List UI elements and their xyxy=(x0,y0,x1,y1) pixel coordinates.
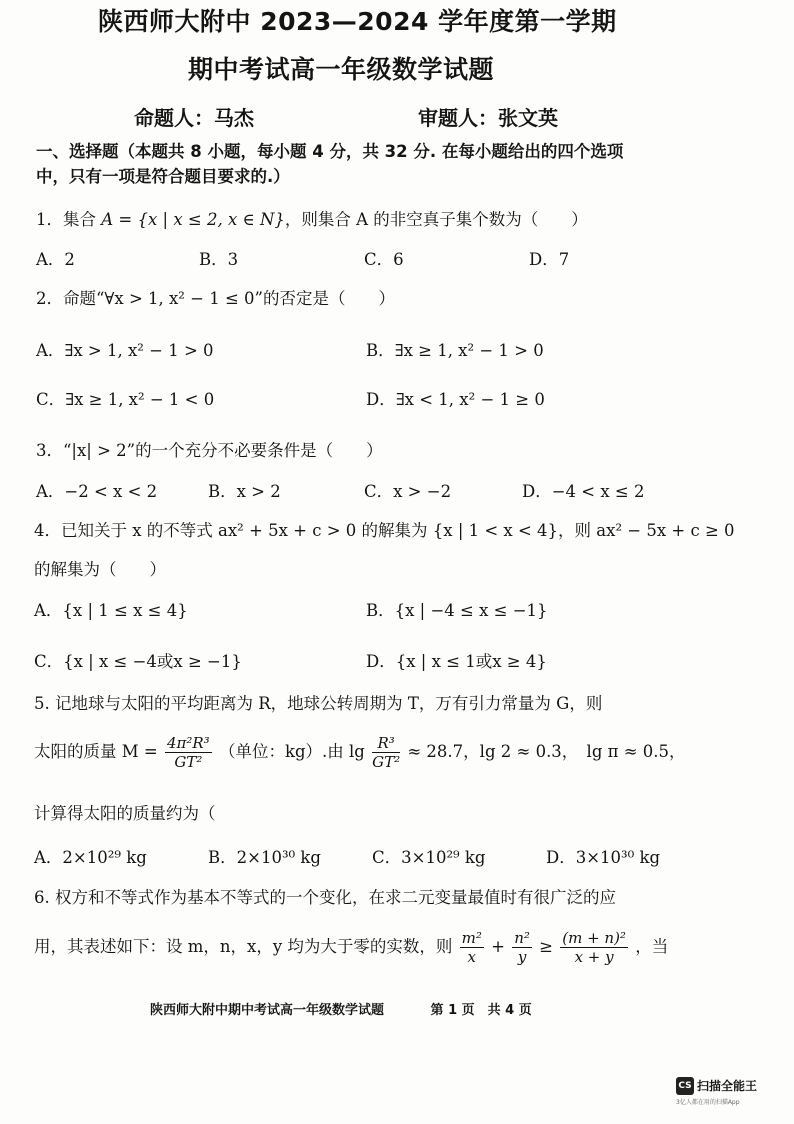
q6-fraction-sum: $\frac{\text{(m + n)²}}{x + y}$ xyxy=(562,929,626,966)
q6-fraction-m: $\frac{\text{m²}}{x}$ xyxy=(461,929,482,966)
q5-unit-text: （单位：kg）.由 lg xyxy=(218,742,365,761)
q6-line2 xyxy=(34,929,668,966)
q1-option-d[interactable]: D．7 xyxy=(529,250,570,269)
exam-title-line1: 陕西师大附中 2023—2024 学年度第一学期 xyxy=(98,7,617,36)
q5-log-fraction: $\frac{\text{R³}}{\text{GT²}}$ xyxy=(372,734,401,771)
q5-line3: 计算得太阳的质量约为（ xyxy=(34,804,216,823)
q5-option-d[interactable]: D．3×10³⁰ kg xyxy=(546,848,661,867)
footer-page-number: 第 1 页 共 4 页 xyxy=(430,1003,532,1018)
page-footer xyxy=(150,999,532,1018)
section1-line2: 中，只有一项是符合题目要求的.） xyxy=(36,167,290,186)
q5-line1: 5. 记地球与太阳的平均距离为 R，地球公转周期为 T，万有引力常量为 G，则 xyxy=(34,694,603,713)
q3-option-a[interactable]: A．−2 < x < 2 xyxy=(36,482,158,501)
q5-mass-formula: $\frac{\text{4π²R³}}{\text{GT²}}$ xyxy=(166,734,210,771)
q1-suffix: ，则集合 A 的非空真子集个数为（ ） xyxy=(284,210,588,229)
camscanner-name: 扫描全能王 xyxy=(697,1079,758,1093)
q3-option-b[interactable]: B．x > 2 xyxy=(208,482,281,501)
section1-line1: 一、选择题（本题共 8 小题，每小题 4 分，共 32 分. 在每小题给出的四个选项 xyxy=(36,142,624,161)
q6-line2-text: 用，其表述如下：设 m，n，x，y 均为大于零的实数，则 xyxy=(34,937,453,956)
q1-option-a[interactable]: A．2 xyxy=(36,250,75,269)
q4-line1: 4．已知关于 x 的不等式 ax² + 5x + c > 0 的解集为 {x | 1 < x < 4}，则 ax² − 5x + c ≥ 0 xyxy=(34,521,735,540)
q6-fraction-n: $\frac{\text{n²}}{y}$ xyxy=(514,929,530,966)
q6-line1: 6. 权方和不等式作为基本不等式的一个变化，在求二元变量最值时有很广泛的应 xyxy=(34,888,616,907)
q1-stem xyxy=(36,206,588,230)
q2-option-a[interactable]: A．∃x > 1, x² − 1 > 0 xyxy=(36,341,214,360)
camscanner-watermark xyxy=(676,1075,757,1106)
q5-option-c[interactable]: C．3×10²⁹ kg xyxy=(372,848,486,867)
q5-log-values: ≈ 28.7，lg 2 ≈ 0.3， lg π ≈ 0.5， xyxy=(407,742,686,761)
q5-option-a[interactable]: A．2×10²⁹ kg xyxy=(34,848,147,867)
q2-stem: 2．命题“∀x > 1, x² − 1 ≤ 0”的否定是（ ） xyxy=(36,289,395,308)
q4-option-a[interactable]: A．{x | 1 ≤ x ≤ 4} xyxy=(34,601,188,620)
question-setter: 命题人：马杰 xyxy=(134,106,254,130)
q6-plus: + xyxy=(491,937,505,956)
q1-prefix: 1．集合 xyxy=(36,210,102,229)
q4-option-d[interactable]: D．{x | x ≤ 1或x ≥ 4} xyxy=(366,652,547,671)
exam-title-line2: 期中考试高一年级数学试题 xyxy=(188,55,495,84)
q5-line2 xyxy=(34,734,686,771)
question-reviewer: 审题人：张文英 xyxy=(418,106,558,130)
q4-line2: 的解集为（ ） xyxy=(34,560,166,579)
q4-option-c[interactable]: C．{x | x ≤ −4或x ≥ −1} xyxy=(34,652,242,671)
camscanner-tagline: 3亿人都在用的扫描App xyxy=(676,1098,740,1106)
q1-option-c[interactable]: C．6 xyxy=(364,250,404,269)
q1-option-b[interactable]: B．3 xyxy=(199,250,239,269)
section1-heading xyxy=(36,139,623,189)
q2-option-b[interactable]: B．∃x ≥ 1, x² − 1 > 0 xyxy=(366,341,544,360)
q3-option-d[interactable]: D．−4 < x ≤ 2 xyxy=(522,482,645,501)
q5-mass-label: 太阳的质量 M = xyxy=(34,742,158,761)
q6-geq: ≥ xyxy=(539,937,553,956)
q4-option-b[interactable]: B．{x | −4 ≤ x ≤ −1} xyxy=(366,601,548,620)
camscanner-logo-icon: CS xyxy=(676,1077,694,1095)
q3-stem: 3．“|x| > 2”的一个充分不必要条件是（ ） xyxy=(36,441,383,460)
q3-option-c[interactable]: C．x > −2 xyxy=(364,482,452,501)
q2-option-d[interactable]: D．∃x < 1, x² − 1 ≥ 0 xyxy=(366,390,545,409)
q1-set: A = {x | x ≤ 2, x ∈ N} xyxy=(101,210,285,229)
q5-option-b[interactable]: B．2×10³⁰ kg xyxy=(208,848,321,867)
q6-line2-end: ，当 xyxy=(635,937,669,956)
q2-option-c[interactable]: C．∃x ≥ 1, x² − 1 < 0 xyxy=(36,390,215,409)
footer-exam-name: 陕西师大附中期中考试高一年级数学试题 xyxy=(150,1003,385,1018)
